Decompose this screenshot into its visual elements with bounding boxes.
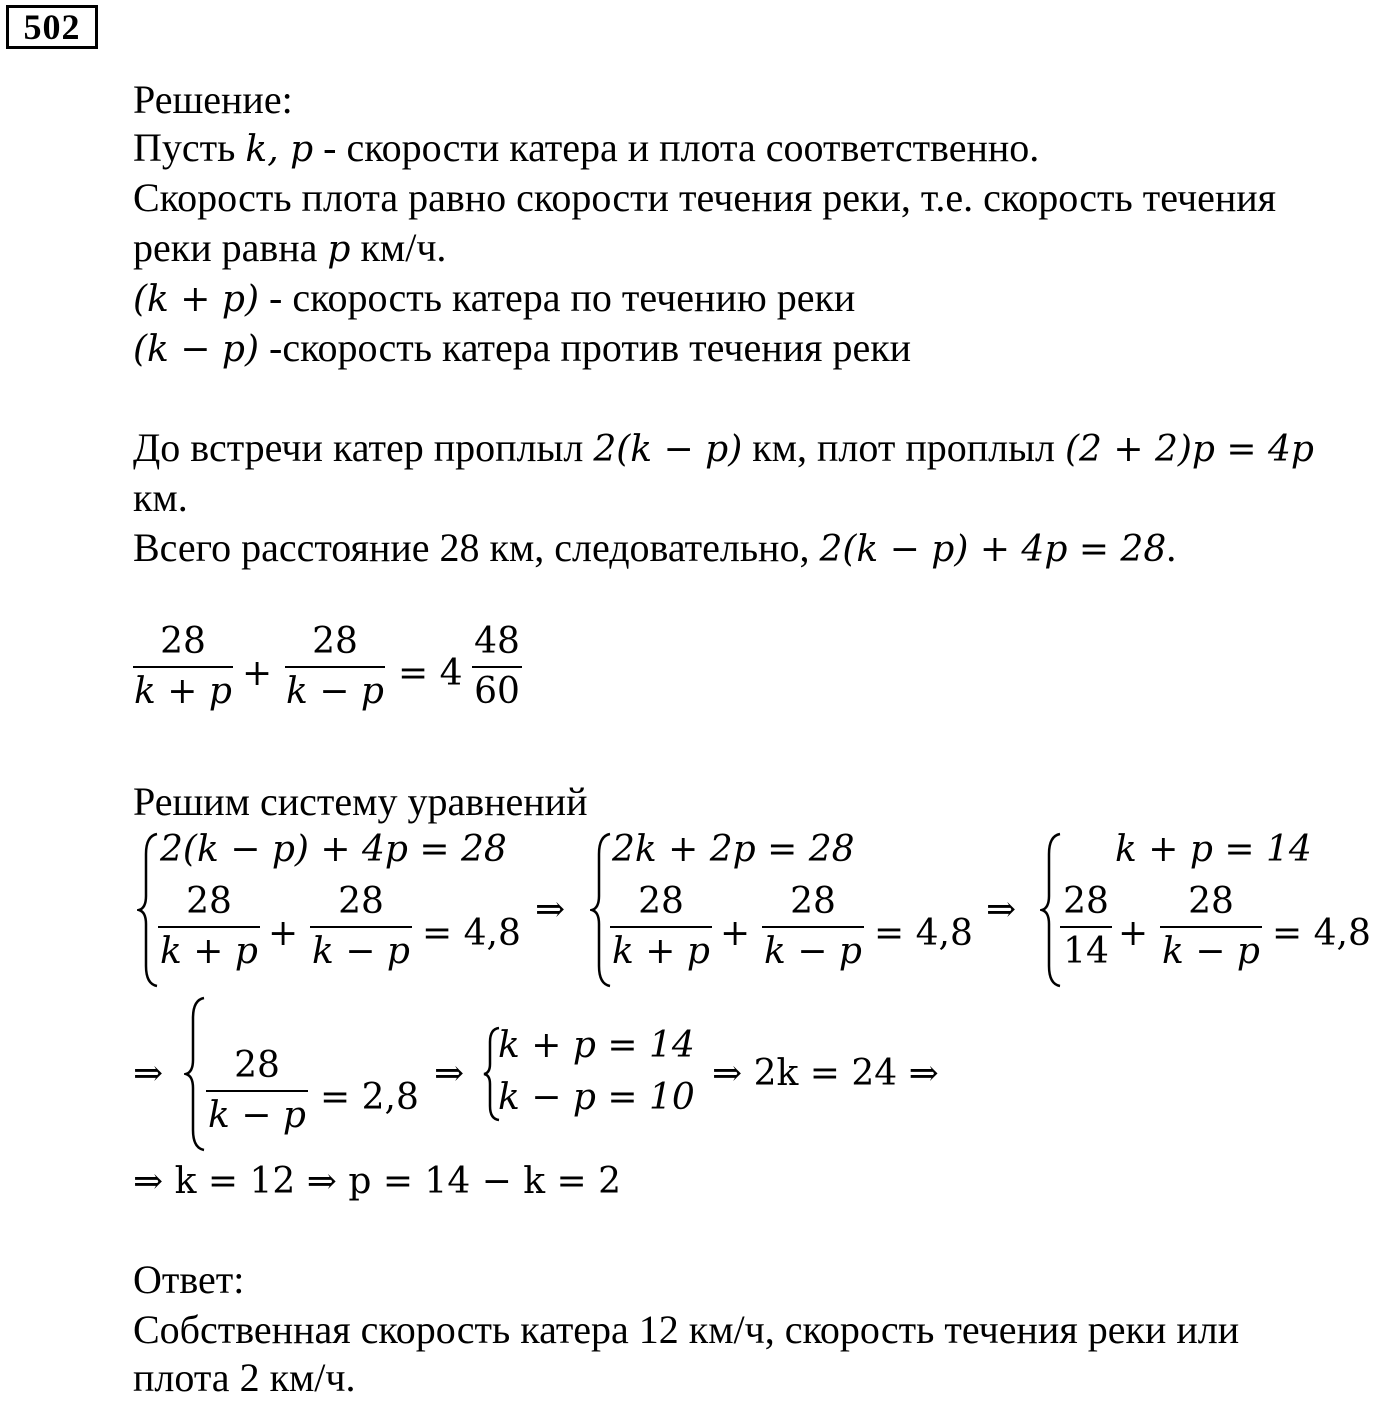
text: До встречи катер проплыл bbox=[133, 425, 594, 470]
denominator: k + p bbox=[612, 931, 710, 972]
plus-sign: + bbox=[268, 913, 299, 954]
equation-row: k + p = 14 bbox=[1115, 829, 1312, 870]
problem-number: 502 bbox=[6, 5, 98, 49]
math-expr: (2 + 2)p = 4p bbox=[1064, 429, 1314, 470]
answer-line-1: Собственная скорость катера 12 км/ч, скорость течения реки или bbox=[133, 1307, 1240, 1352]
answer-line-2: плота 2 км/ч. bbox=[133, 1355, 356, 1400]
fraction bbox=[610, 878, 712, 976]
fraction bbox=[206, 1042, 308, 1140]
fraction bbox=[1060, 878, 1112, 976]
denominator: k − p bbox=[312, 931, 410, 972]
fraction bbox=[310, 878, 412, 976]
denominator: k + p bbox=[160, 931, 258, 972]
equals-value: = 4,8 bbox=[1272, 913, 1371, 954]
derivation-step: ⇒ 2k = 24 ⇒ bbox=[712, 1053, 939, 1094]
implies-arrow: ⇒ bbox=[434, 1053, 465, 1094]
text-line-3 bbox=[133, 224, 446, 274]
numerator: 28 bbox=[1063, 881, 1109, 922]
denominator: 14 bbox=[1063, 931, 1109, 972]
numerator: 28 bbox=[186, 881, 232, 922]
math-expr: (k − p) bbox=[133, 329, 259, 370]
answer-heading: Ответ: bbox=[133, 1257, 245, 1302]
fraction bbox=[133, 618, 233, 716]
text-line-4 bbox=[133, 274, 855, 324]
denominator: k − p bbox=[208, 1095, 306, 1136]
math-vars: k, p bbox=[245, 129, 314, 170]
text: . bbox=[1166, 525, 1177, 570]
fraction bbox=[158, 878, 260, 976]
implies-arrow: ⇒ bbox=[133, 1053, 164, 1094]
equals-value: = 4 bbox=[398, 653, 463, 694]
numerator: 28 bbox=[790, 881, 836, 922]
equation-row: 2(k − p) + 4p = 28 bbox=[160, 829, 507, 870]
text: - скорость катера по течению реки bbox=[259, 275, 856, 320]
plus-sign: + bbox=[1118, 913, 1149, 954]
text-line-6 bbox=[133, 424, 1314, 474]
math-expr: 2(k − p) bbox=[593, 429, 743, 470]
equation-row: k + p = 14 bbox=[498, 1025, 695, 1066]
implies-arrow: ⇒ bbox=[986, 889, 1017, 930]
system-heading: Решим систему уравнений bbox=[133, 779, 588, 824]
denominator: k − p bbox=[764, 931, 862, 972]
text: км/ч. bbox=[350, 225, 447, 270]
text: реки равна bbox=[133, 225, 328, 270]
fraction bbox=[472, 618, 522, 716]
implies-arrow: ⇒ bbox=[535, 889, 566, 930]
equation-row: 2k + 2p = 28 bbox=[612, 829, 855, 870]
text-line-7: км. bbox=[133, 475, 188, 520]
plus-sign: + bbox=[720, 913, 751, 954]
text: км, плот проплыл bbox=[742, 425, 1065, 470]
equals-value: = 2,8 bbox=[320, 1077, 419, 1118]
denominator: k − p bbox=[286, 671, 384, 712]
math-var: p bbox=[327, 229, 351, 270]
numerator: 28 bbox=[638, 881, 684, 922]
plus-sign: + bbox=[242, 653, 273, 694]
numerator: 28 bbox=[234, 1045, 280, 1086]
fraction bbox=[285, 618, 385, 716]
numerator: 28 bbox=[338, 881, 384, 922]
text: Пусть bbox=[133, 125, 246, 170]
numerator: 28 bbox=[160, 621, 206, 662]
numerator: 28 bbox=[312, 621, 358, 662]
text-line-1 bbox=[133, 124, 1039, 174]
math-expr: 2(k − p) + 4p = 28 bbox=[819, 529, 1167, 570]
math-expr: (k + p) bbox=[133, 279, 259, 320]
text: - скорости катера и плота соответственно. bbox=[313, 125, 1040, 170]
denominator: k − p bbox=[1162, 931, 1260, 972]
text-line-8 bbox=[133, 524, 1176, 574]
final-derivation: ⇒ k = 12 ⇒ p = 14 − k = 2 bbox=[133, 1161, 622, 1202]
text: -скорость катера против течения реки bbox=[259, 325, 912, 370]
equals-value: = 4,8 bbox=[422, 913, 521, 954]
left-brace-icon bbox=[184, 996, 208, 1152]
text-line-5 bbox=[133, 324, 911, 374]
denominator: 60 bbox=[474, 671, 520, 712]
solution-heading: Решение: bbox=[133, 77, 293, 122]
fraction bbox=[762, 878, 864, 976]
numerator: 48 bbox=[474, 621, 520, 662]
denominator: k + p bbox=[134, 671, 232, 712]
equation-row: k − p = 10 bbox=[498, 1077, 695, 1118]
text: Всего расстояние 28 км, следовательно, bbox=[133, 525, 820, 570]
numerator: 28 bbox=[1188, 881, 1234, 922]
equals-value: = 4,8 bbox=[874, 913, 973, 954]
text-line-2: Скорость плота равно скорости течения реки, т.е. скорость течения bbox=[133, 175, 1277, 220]
fraction bbox=[1160, 878, 1262, 976]
